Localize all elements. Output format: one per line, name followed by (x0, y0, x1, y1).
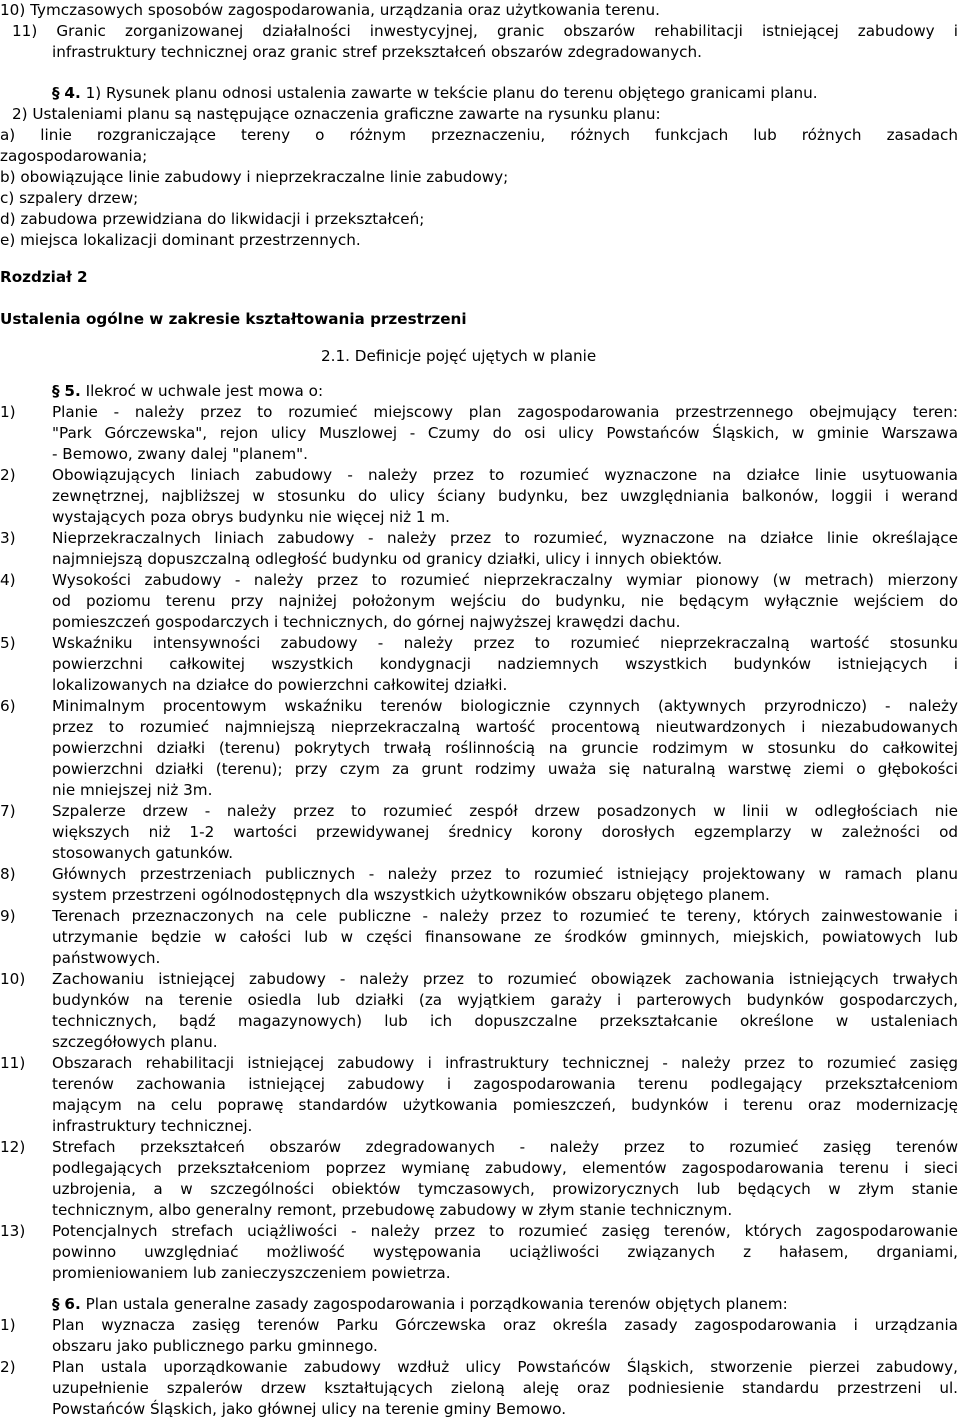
item-number: 1) (0, 1316, 16, 1334)
item-number (0, 1263, 52, 1284)
item-text-line: Minimalnym procentowym wskaźniku terenów biologicznie czynnych (aktywnych przyrodniczo) - należy (52, 697, 958, 715)
item-number: 12) (0, 1138, 26, 1156)
item-text-line: lokalizowanych na działce do powierzchni całkowitej działki. (52, 676, 508, 694)
section-sign: § (52, 382, 60, 400)
par6-intro-line (0, 1294, 958, 1315)
item-text-line: nie mniejszej niż 3m. (52, 781, 213, 799)
item-text-line: technicznym, albo generalny remont, przebudowę zabudowy w złym stanie technicznym. (52, 1201, 733, 1219)
item-10: 10) Tymczasowych sposobów zagospodarowania, urządzania oraz użytkowania terenu. (0, 1, 660, 19)
item-text-line: Głównych przestrzeniach publicznych - należy przez to rozumieć istniejący projektowany w ramach planu (52, 865, 958, 883)
item-number (0, 507, 52, 528)
item-number (0, 1095, 52, 1116)
list-item (0, 633, 958, 696)
list-item (0, 864, 958, 906)
item-text-line: powierzchni działki (terenu); przy czym za grunt rodzimy uważa się naturalną warstwę ziemi o głębokości (52, 760, 958, 778)
par4-item-e: e) miejsca lokalizacji dominant przestrzennych. (0, 231, 361, 249)
item-text-line: budynków na terenie osiedla lub działki (za wyjątkiem garaży i parterowych budynków gospodarczych, (52, 991, 958, 1009)
par4-item-b: b) obowiązujące linie zabudowy i nieprzekraczalne linie zabudowy; (0, 168, 509, 186)
par4-item-a-line1: a) linie rozgraniczające tereny o różnym przeznaczeniu, różnych funkcjach lub różnych zasadach (0, 126, 958, 144)
item-number (0, 1336, 52, 1357)
item-text-line: Plan wyznacza zasięg terenów Parku Górczewska oraz określa zasady zagospodarowania i urządzania (52, 1316, 958, 1334)
par6-rules-list (0, 1315, 958, 1420)
item-number: 13) (0, 1222, 26, 1240)
item-number (0, 948, 52, 969)
item-text-line: od poziomu terenu przy najniżej położonym wejściu do budynku, nie będącym wyłącznie wejściem do (52, 592, 958, 610)
item-text-line: najmniejszą dopuszczalną odległość budynku od granicy działki, ulicy i innych obiektów. (52, 550, 723, 568)
list-item (0, 402, 958, 465)
item-text-line: promieniowaniem lub zanieczyszczeniem powietrza. (52, 1264, 451, 1282)
item-number (0, 1399, 52, 1420)
list-item (0, 696, 958, 801)
item-number (0, 486, 52, 507)
item-number (0, 1011, 52, 1032)
item-text-line: uzbrojenia, a w szczególności obiektów tymczasowych, prowizorycznych lub będących w złym stanie (52, 1180, 958, 1198)
item-number: 4) (0, 571, 16, 589)
list-item (0, 1137, 958, 1221)
item-number: 10) (0, 970, 26, 988)
item-number (0, 1158, 52, 1179)
item-number (0, 1116, 52, 1137)
item-text-line: Terenach przeznaczonych na cele publiczne - należy przez to rozumieć te tereny, których zainwestowanie i (52, 907, 958, 925)
list-item (0, 465, 958, 528)
item-11-line2: infrastruktury technicznej oraz granic stref przekształceń obszarów zdegradowanych. (52, 43, 702, 61)
paragraph-number: 6. (64, 1295, 81, 1313)
item-number (0, 1378, 52, 1399)
section-sign: § (52, 1295, 60, 1313)
list-item (0, 570, 958, 633)
section-sign: § (52, 84, 60, 102)
list-item (0, 906, 958, 969)
item-number (0, 843, 52, 864)
item-number: 7) (0, 802, 16, 820)
item-text-line: przez to rozumieć najmniejszą nieprzekraczalną wartość procentową nieutwardzonych i niezabudowanych (52, 718, 958, 736)
list-item (0, 1357, 958, 1420)
item-number (0, 675, 52, 696)
item-text-line: Plan ustala uporządkowanie zabudowy wzdłuż ulicy Powstańców Śląskich, stworzenie pierzei zabudowy, (52, 1358, 958, 1376)
item-text-line: Potencjalnych strefach uciążliwości - należy przez to rozumieć zasięg terenów, których zagospodarowanie (52, 1222, 958, 1240)
item-number (0, 927, 52, 948)
item-number: 2) (0, 466, 16, 484)
item-text-line: większych niż 1-2 wartości przewidywanej średnicy korony dorosłych egzemplarzy w zależności od (52, 823, 958, 841)
item-number (0, 1179, 52, 1200)
chapter-title: Rozdział 2 (0, 268, 88, 286)
item-number: 11) (0, 1054, 26, 1072)
item-number (0, 1242, 52, 1263)
item-number (0, 1074, 52, 1095)
item-text-line: terenów zachowania istniejącej zabudowy i zagospodarowania terenu podlegający przekształceniom (52, 1075, 958, 1093)
par5-definitions-list (0, 402, 958, 1284)
item-11-line1: 11) Granic zorganizowanej działalności inwestycyjnej, granic obszarów rehabilitacji istniejącej zabudowy i (12, 22, 958, 40)
list-item (0, 1053, 958, 1137)
item-text-line: obszaru jako publicznego parku gminnego. (52, 1337, 378, 1355)
item-text-line: Obszarach rehabilitacji istniejącej zabudowy i infrastruktury technicznej - należy przez to rozumieć zasięg (52, 1054, 958, 1072)
item-number: 6) (0, 697, 16, 715)
item-number (0, 780, 52, 801)
item-text-line: infrastruktury technicznej. (52, 1117, 253, 1135)
item-text-line: państwowych. (52, 949, 161, 967)
item-number: 1) (0, 403, 16, 421)
item-number (0, 1200, 52, 1221)
item-text-line: Zachowaniu istniejącej zabudowy - należy przez to rozumieć obowiązek zachowania istniejących trwałych (52, 970, 958, 988)
item-text-line: Szpalerze drzew - należy przez to rozumieć zespół drzew posadzonych w linii w odległościach nie (52, 802, 958, 820)
section-heading: 2.1. Definicje pojęć ujętych w planie (321, 347, 597, 365)
item-text-line: podlegających przekształceniom poprzez wymianę zabudowy, elementów zagospodarowania terenu i sieci (52, 1159, 958, 1177)
paragraph-number: 5. (64, 382, 81, 400)
item-number (0, 759, 52, 780)
item-text-line: powinno uwzględniać możliwość występowania uciążliwości związanych z hałasem, drganiami, (52, 1243, 958, 1261)
paragraph-number: 4. (64, 84, 81, 102)
chapter-subtitle: Ustalenia ogólne w zakresie kształtowania przestrzeni (0, 310, 467, 328)
item-text-line: Wysokości zabudowy - należy przez to rozumieć nieprzekraczalny wymiar pionowy (w metrach) mierzony (52, 571, 958, 589)
item-number (0, 1032, 52, 1053)
par4-point-1: 1) Rysunek planu odnosi ustalenia zawarte w tekście planu do terenu objętego granicami planu. (85, 84, 818, 102)
item-number (0, 549, 52, 570)
item-text-line: Powstańców Śląskich, jako głównej ulicy na terenie gminy Bemowo. (52, 1400, 567, 1418)
item-number: 8) (0, 865, 16, 883)
item-number (0, 990, 52, 1011)
item-text-line: szczegółowych planu. (52, 1033, 218, 1051)
list-item (0, 1221, 958, 1284)
item-number: 3) (0, 529, 16, 547)
list-item (0, 801, 958, 864)
item-number (0, 444, 52, 465)
item-text-line: technicznych, bądź magazynowych) lub ich dopuszczalne przekształcanie określone w ustaleniach (52, 1012, 958, 1030)
item-text-line: Strefach przekształceń obszarów zdegradowanych - należy przez to rozumieć zasięg terenów (52, 1138, 958, 1156)
item-text-line: powierzchni działki (terenu) pokrytych trwałą roślinnością na gruncie rodzimym w stosunku do całkowitej (52, 739, 958, 757)
item-text-line: Obowiązujących liniach zabudowy - należy przez to rozumieć wyznaczone na działce linie usytuowania (52, 466, 958, 484)
item-number: 5) (0, 634, 16, 652)
par4-item-d: d) zabudowa przewidziana do likwidacji i przekształceń; (0, 210, 425, 228)
par4-item-c: c) szpalery drzew; (0, 189, 139, 207)
item-number (0, 654, 52, 675)
item-text-line: zewnętrznej, najbliższej w stosunku do ulicy ściany budynku, bez uwzględniania balkonów, loggii i werand (52, 487, 958, 505)
par5-intro: Ilekroć w uchwale jest mowa o: (85, 382, 324, 400)
item-text-line: uzupełnienie szpalerów drzew kształtujących zieloną aleję oraz podniesienie standardu przestrzeni ul. (52, 1379, 958, 1397)
item-number (0, 591, 52, 612)
item-text-line: Wskaźniku intensywności zabudowy - należy przez to rozumieć nieprzekraczalną wartość stosunku (52, 634, 958, 652)
item-number: 9) (0, 907, 16, 925)
item-number: 2) (0, 1358, 16, 1376)
item-text-line: utrzymanie będzie w całości lub w części finansowane ze środków gminnych, miejskich, powiatowych lub (52, 928, 958, 946)
item-text-line: stosowanych gatunków. (52, 844, 234, 862)
item-number (0, 822, 52, 843)
item-text-line: wystających poza obrys budynku nie więcej niż 1 m. (52, 508, 450, 526)
item-text-line: "Park Górczewska", rejon ulicy Muszlowej - Czumy do osi ulicy Powstańców Śląskich, w gminie Warszawa (52, 424, 958, 442)
item-text-line: mającym na celu poprawę standardów użytkowania pomieszczeń, budynków i terenu oraz modernizację (52, 1096, 958, 1114)
item-number (0, 612, 52, 633)
item-number (0, 423, 52, 444)
par4-point-2: 2) Ustaleniami planu są następujące oznaczenia graficzne zawarte na rysunku planu: (12, 105, 661, 123)
item-text-line: Planie - należy przez to rozumieć miejscowy plan zagospodarowania przestrzennego obejmujący teren: (52, 403, 958, 421)
list-item (0, 969, 958, 1053)
item-text-line: pomieszczeń gospodarczych i technicznych, do górnej najwyższej krawędzi dachu. (52, 613, 681, 631)
list-item (0, 1315, 958, 1357)
list-item (0, 528, 958, 570)
item-number (0, 885, 52, 906)
item-text-line: system przestrzeni ogólnodostępnych dla wszystkich użytkowników obszaru objętego planem. (52, 886, 770, 904)
par5-intro-line (0, 381, 958, 402)
par6-intro: Plan ustala generalne zasady zagospodarowania i porządkowania terenów objętych planem: (85, 1295, 788, 1313)
item-text-line: powierzchni całkowitej wszystkich kondygnacji nadziemnych wszystkich budynków istniejących i (52, 655, 958, 673)
par4-line1 (0, 83, 958, 104)
item-number (0, 717, 52, 738)
item-text-line: - Bemowo, zwany dalej "planem". (52, 445, 308, 463)
item-number (0, 738, 52, 759)
par4-item-a-line2: zagospodarowania; (0, 147, 148, 165)
item-text-line: Nieprzekraczalnych liniach zabudowy - należy przez to rozumieć, wyznaczone na działce linie określające (52, 529, 958, 547)
